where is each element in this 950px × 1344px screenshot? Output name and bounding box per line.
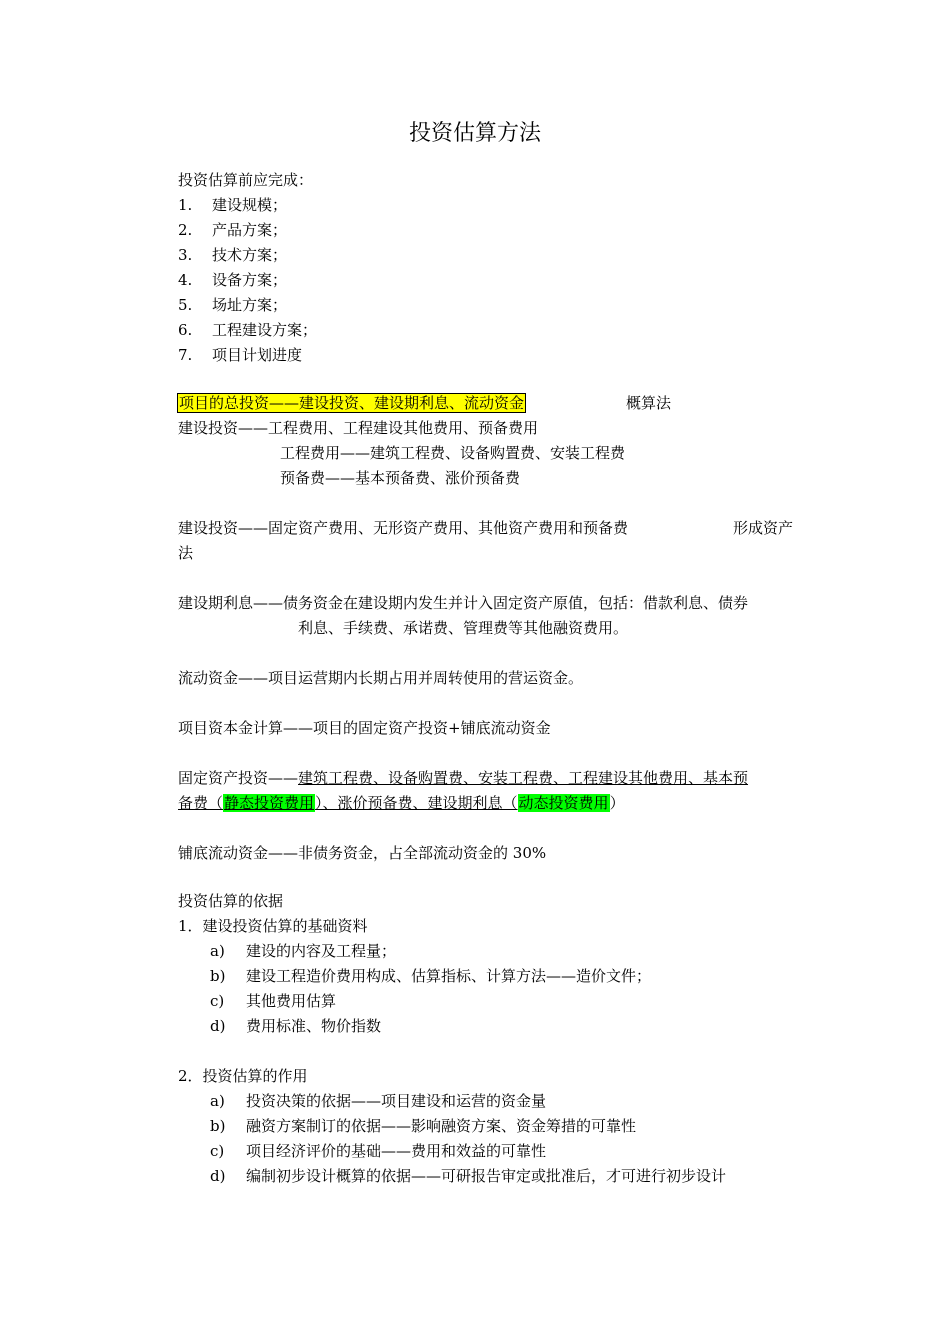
prereq-heading: 投资估算前应完成： [178, 171, 314, 189]
item-text: 编制初步设计概算的依据——可研报告审定或批准后，才可进行初步设计 [246, 1167, 727, 1185]
text-line: 工程费用——建筑工程费、设备购置费、安装工程费 [280, 444, 626, 462]
item-text: 产品方案； [212, 221, 288, 239]
item-text: 投资决策的依据——项目建设和运营的资金量 [246, 1092, 547, 1110]
item-number: 7. [178, 346, 193, 364]
item-text: 项目经济评价的基础——费用和效益的可靠性 [246, 1142, 547, 1160]
item-marker: a) [210, 942, 225, 960]
text-line: 预备费——基本预备费、涨价预备费 [280, 469, 521, 487]
item-text: 建设工程造价费用构成、估算指标、计算方法——造价文件； [246, 967, 652, 985]
subsection-heading: 1．建设投资估算的基础资料 [178, 917, 368, 935]
text-line: 建设投资——固定资产费用、无形资产费用、其他资产费用和预备费 [178, 519, 629, 537]
green-highlight: 动态投资费用 [518, 794, 609, 812]
item-text: 工程建设方案； [212, 321, 318, 339]
underlined-text: 建筑工程费、设备购置费、安装工程费、工程建设其他费用、基本预 [298, 769, 749, 787]
fixed-asset-line [178, 793, 625, 813]
item-text: 融资方案制订的依据——影响融资方案、资金筹措的可靠性 [246, 1117, 637, 1135]
item-number: 4. [178, 271, 193, 289]
text-line: 建设期利息——债务资金在建设期内发生并计入固定资产原值，包括：借款利息、债券 [178, 594, 749, 612]
total-investment-highlight [177, 393, 526, 413]
item-marker: d) [210, 1017, 226, 1035]
item-number: 2. [178, 221, 193, 239]
section-heading: 投资估算的依据 [178, 892, 284, 910]
text-line: 法 [178, 544, 194, 562]
text-line: 项目资本金计算——项目的固定资产投资+铺底流动资金 [178, 719, 551, 737]
item-number: 3. [178, 246, 193, 264]
page-title: 投资估算方法 [408, 121, 541, 146]
item-marker: d) [210, 1167, 226, 1185]
list-item [178, 320, 317, 340]
item-text: 建设规模； [212, 196, 288, 214]
list-item [210, 991, 336, 1011]
list-item [178, 220, 287, 240]
item-marker: c) [210, 1142, 225, 1160]
highlight-box: 项目的总投资——建设投资、建设期利息、流动资金 [179, 394, 525, 412]
fixed-asset-line [178, 768, 748, 788]
side-note: 概算法 [626, 394, 672, 412]
item-number: 5. [178, 296, 193, 314]
item-marker: c) [210, 992, 225, 1010]
list-item [178, 270, 287, 290]
list-item [178, 195, 287, 215]
list-item [210, 1116, 636, 1136]
subsection-heading: 2．投资估算的作用 [178, 1067, 308, 1085]
item-marker: b) [210, 1117, 226, 1135]
side-note: 形成资产 [733, 519, 794, 537]
text-segment: ） [609, 794, 625, 812]
item-text: 项目计划进度 [212, 346, 303, 364]
list-item [210, 966, 651, 986]
list-item [178, 295, 287, 315]
text-line: 利息、手续费、承诺费、管理费等其他融资费用。 [298, 619, 629, 637]
list-item [210, 1016, 381, 1036]
list-item [210, 941, 396, 961]
item-text: 建设的内容及工程量； [246, 942, 397, 960]
item-text: 技术方案； [212, 246, 288, 264]
item-text: 设备方案； [212, 271, 288, 289]
list-item [210, 1141, 546, 1161]
text-line: 流动资金——项目运营期内长期占用并周转使用的营运资金。 [178, 669, 584, 687]
green-highlight: 静态投资费用 [224, 794, 315, 812]
list-item [210, 1091, 546, 1111]
underlined-text: ）、涨价预备费、建设期利息（ [315, 794, 518, 812]
list-item [210, 1166, 726, 1186]
underlined-text: 备费（ [178, 794, 224, 812]
item-text: 其他费用估算 [246, 992, 337, 1010]
text-line: 铺底流动资金——非债务资金，占全部流动资金的 30% [178, 844, 547, 862]
item-text: 费用标准、物价指数 [246, 1017, 382, 1035]
item-marker: b) [210, 967, 226, 985]
item-marker: a) [210, 1092, 225, 1110]
item-number: 6. [178, 321, 193, 339]
item-text: 场址方案； [212, 296, 288, 314]
item-number: 1. [178, 196, 193, 214]
list-item [178, 345, 302, 365]
list-item [178, 245, 287, 265]
text-line: 建设投资——工程费用、工程建设其他费用、预备费用 [178, 419, 539, 437]
text-segment: 固定资产投资—— [178, 769, 299, 787]
